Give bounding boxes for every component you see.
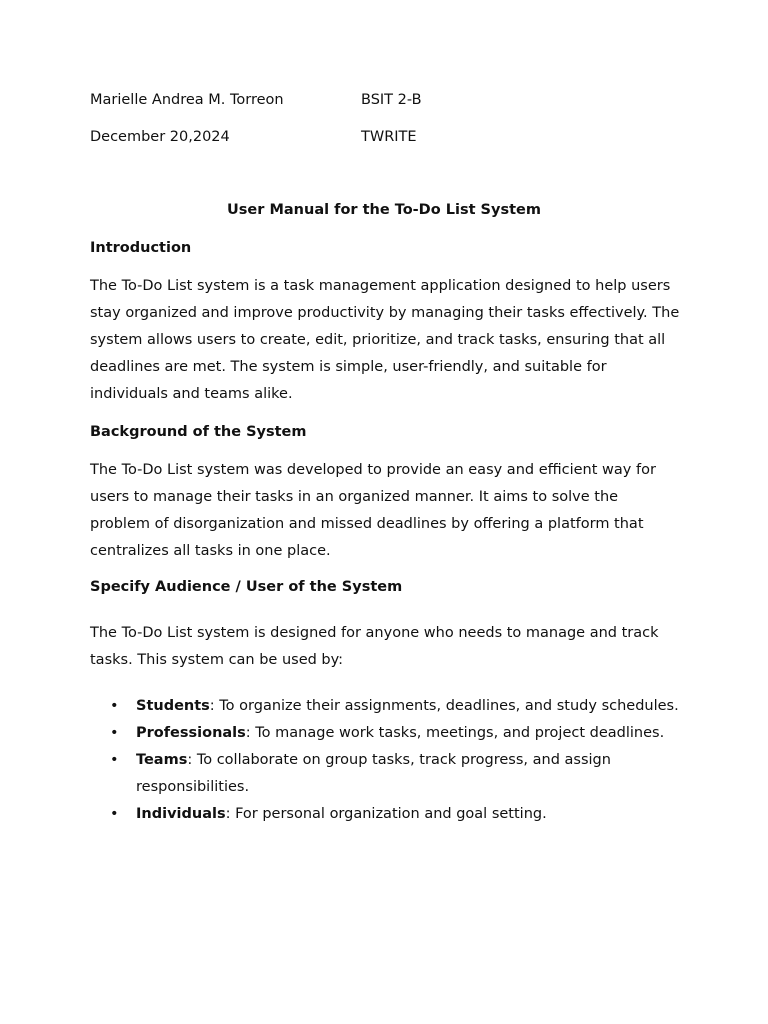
bullet-icon: • <box>110 725 119 741</box>
student-name: Marielle Andrea M. Torreon <box>90 92 284 108</box>
list-item-term: Professionals <box>136 725 246 741</box>
introduction-paragraph: The To-Do List system is a task management application designed to help users stay organized and improve productivity by managing their tasks effectively. The system allows users to create, edit, prioritize, and track tasks, ensuring that all deadlines are met. The system is simple, user-friendly, and suitable for individuals and teams alike. <box>90 278 680 402</box>
list-item-description: : To manage work tasks, meetings, and project deadlines. <box>245 725 665 741</box>
audience-list <box>90 693 680 828</box>
list-item <box>90 693 680 720</box>
bullet-icon: • <box>110 806 119 822</box>
introduction-heading: Introduction <box>90 240 192 256</box>
course-code: TWRITE <box>361 129 417 145</box>
list-item-description: : For personal organization and goal setting. <box>225 806 547 822</box>
background-paragraph: The To-Do List system was developed to provide an easy and efficient way for users to manage their tasks in an organized manner. It aims to solve the problem of disorganization and missed deadlines by offering a platform that centralizes all tasks in one place. <box>90 462 656 559</box>
list-item-term: Students <box>136 698 210 714</box>
bullet-icon: • <box>110 698 119 714</box>
list-item-term: Individuals <box>136 806 226 822</box>
audience-heading: Specify Audience / User of the System <box>90 579 403 595</box>
list-item <box>90 720 680 747</box>
bullet-icon: • <box>110 752 119 768</box>
document-title: User Manual for the To-Do List System <box>227 202 541 218</box>
background-heading: Background of the System <box>90 424 307 440</box>
document-date: December 20,2024 <box>90 129 230 145</box>
header-row-name <box>90 92 422 108</box>
student-section: BSIT 2-B <box>361 92 422 108</box>
list-item <box>90 747 680 801</box>
audience-intro-paragraph: The To-Do List system is designed for anyone who needs to manage and track tasks. This system can be used by: <box>90 625 659 668</box>
list-item-term: Teams <box>136 752 188 768</box>
list-item <box>90 801 680 828</box>
list-item-description: : To collaborate on group tasks, track progress, and assign responsibilities. <box>136 752 611 795</box>
list-item-description: : To organize their assignments, deadlines, and study schedules. <box>209 698 679 714</box>
header-row-date <box>90 129 417 145</box>
